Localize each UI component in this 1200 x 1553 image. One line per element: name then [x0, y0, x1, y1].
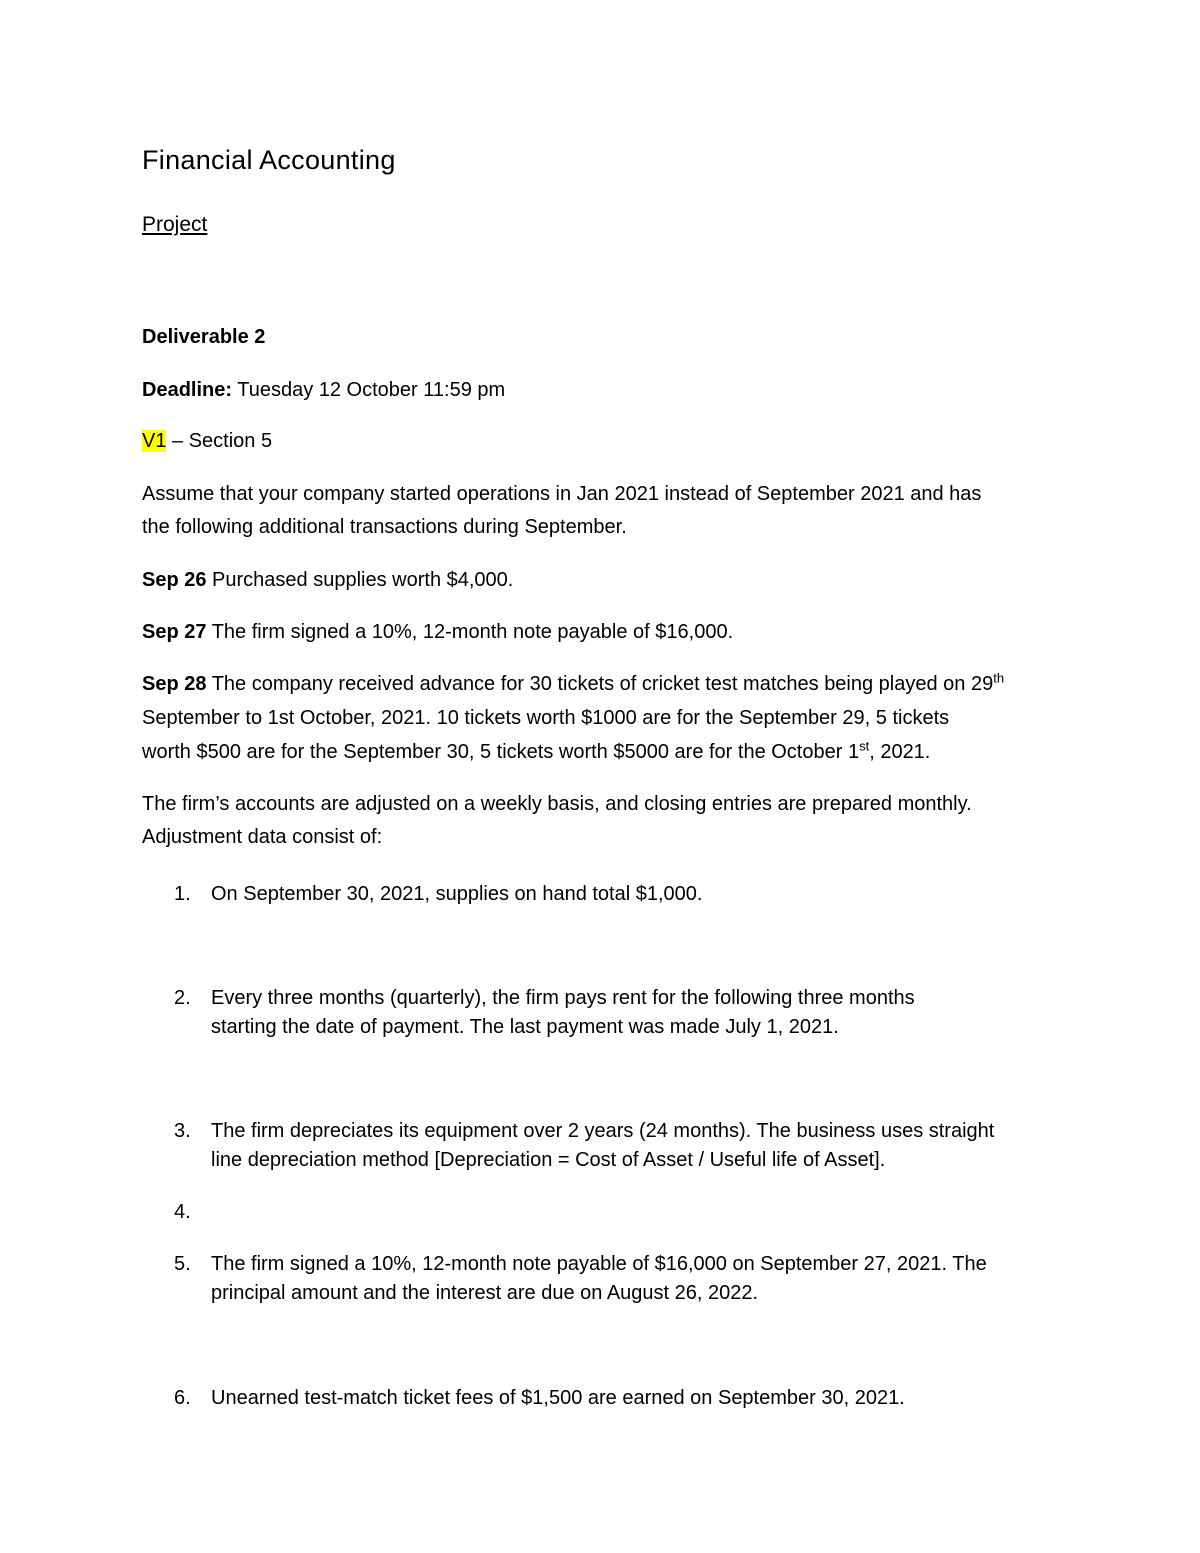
list-item-2-line-1: Every three months (quarterly), the firm pays rent for the following three months — [211, 987, 915, 1009]
deadline-label: Deadline: — [142, 379, 233, 401]
list-item-number: 4. — [174, 1201, 191, 1223]
transaction-sep28-line-1 — [142, 668, 1004, 701]
list-item-1-line-1: On September 30, 2021, supplies on hand total $1,000. — [211, 883, 703, 905]
transaction-text: The company received advance for 30 tickets of cricket test matches being played on 29 — [211, 673, 994, 695]
list-item-3-line-1: The firm depreciates its equipment over 2 years (24 months). The business uses straight — [211, 1120, 995, 1142]
transaction-text: The firm signed a 10%, 12-month note payable of $16,000. — [211, 621, 734, 643]
list-item-6-line-1: Unearned test-match ticket fees of $1,500 are earned on September 30, 2021. — [211, 1387, 905, 1409]
list-item-number: 3. — [174, 1120, 191, 1142]
deadline-value: Tuesday 12 October 11:59 pm — [237, 379, 506, 401]
list-item-number: 2. — [174, 987, 191, 1009]
deadline-line — [142, 374, 505, 407]
ordinal-suffix: st — [859, 738, 870, 754]
transaction-text: Purchased supplies worth $4,000. — [212, 569, 514, 591]
transaction-sep28-line-2: September to 1st October, 2021. 10 tickets worth $1000 are for the September 29, 5 tickets — [142, 707, 950, 729]
list-item-number: 1. — [174, 883, 191, 905]
transaction-date: Sep 26 — [142, 569, 207, 591]
version-section: – Section 5 — [172, 430, 273, 452]
intro-line-1: Assume that your company started operations in Jan 2021 instead of September 2021 and has — [142, 483, 982, 505]
transaction-date: Sep 27 — [142, 621, 207, 643]
version-tag: V1 — [142, 430, 167, 452]
ordinal-suffix: th — [993, 670, 1005, 686]
document-subtitle: Project — [142, 213, 208, 236]
document-title: Financial Accounting — [142, 145, 396, 175]
adjust-intro-line-2: Adjustment data consist of: — [142, 826, 383, 848]
transaction-sep28-line-3 — [142, 736, 930, 769]
transaction-date: Sep 28 — [142, 673, 207, 695]
version-line — [142, 425, 272, 458]
transaction-text-end: , 2021. — [869, 741, 931, 763]
intro-line-2: the following additional transactions during September. — [142, 516, 627, 538]
list-item-3-line-2: line depreciation method [Depreciation = Cost of Asset / Useful life of Asset]. — [211, 1149, 886, 1171]
list-item-2-line-2: starting the date of payment. The last payment was made July 1, 2021. — [211, 1016, 839, 1038]
transaction-text: worth $500 are for the September 30, 5 tickets worth $5000 are for the October 1 — [142, 741, 860, 763]
deliverable-heading: Deliverable 2 — [142, 326, 266, 348]
list-item-number: 6. — [174, 1387, 191, 1409]
list-item-5-line-2: principal amount and the interest are due on August 26, 2022. — [211, 1282, 759, 1304]
adjust-intro-line-1: The firm’s accounts are adjusted on a weekly basis, and closing entries are prepared monthly. — [142, 793, 972, 815]
list-item-number: 5. — [174, 1253, 191, 1275]
list-item-5-line-1: The firm signed a 10%, 12-month note payable of $16,000 on September 27, 2021. The — [211, 1253, 987, 1275]
transaction-sep27 — [142, 616, 733, 649]
transaction-sep26 — [142, 564, 513, 597]
